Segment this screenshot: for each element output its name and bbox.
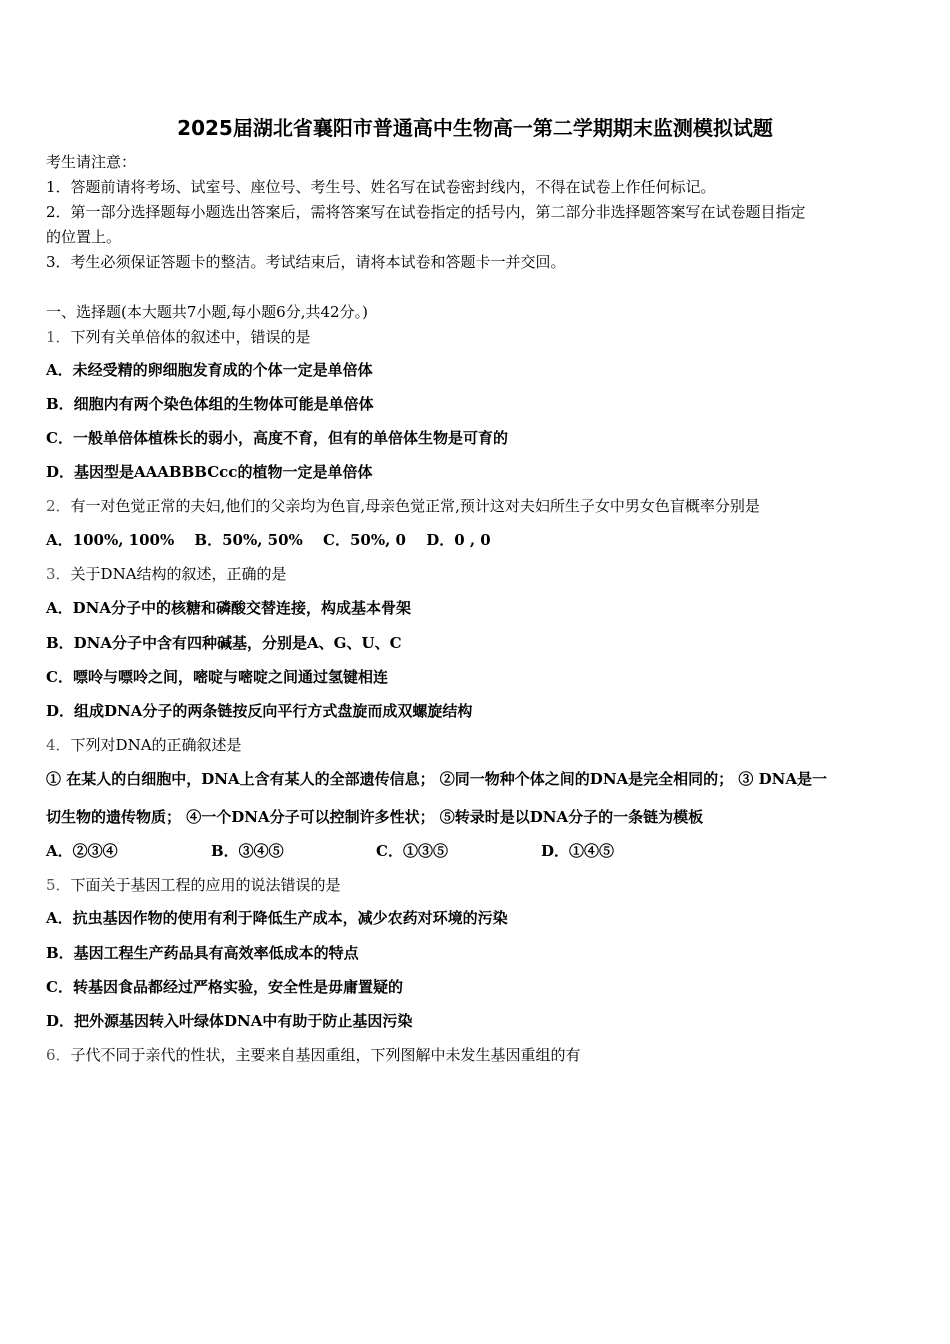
question-3 xyxy=(46,564,906,584)
question-number: 2． xyxy=(46,497,71,515)
q3-option-b: B．DNA分子中含有四种碱基，分别是A、G、U、C xyxy=(46,634,402,652)
notice-item-2-cont: 的位置上。 xyxy=(46,228,122,246)
notice-heading: 考生请注意： xyxy=(46,153,137,171)
question-number: 5． xyxy=(46,876,71,894)
page-title: 2025届湖北省襄阳市普通高中生物高一第二学期期末监测模拟试题 xyxy=(177,116,773,140)
q1-option-d: D．基因型是AAABBBCcc的植物一定是单倍体 xyxy=(46,463,373,481)
question-number: 6． xyxy=(46,1046,71,1064)
q5-option-b: B．基因工程生产药品具有高效率低成本的特点 xyxy=(46,944,359,962)
q4-options xyxy=(46,841,906,861)
notice-item-1: 1．答题前请将考场、试室号、座位号、考生号、姓名写在试卷密封线内，不得在试卷上作任何标记。 xyxy=(46,178,716,196)
q5-option-c: C．转基因食品都经过严格实验，安全性是毋庸置疑的 xyxy=(46,978,403,996)
question-stem: 有一对色觉正常的夫妇,他们的父亲均为色盲,母亲色觉正常,预计这对夫妇所生子女中男女色盲概率分别是 xyxy=(70,497,760,515)
q3-option-a: A．DNA分子中的核糖和磷酸交替连接，构成基本骨架 xyxy=(46,599,411,617)
q4-option-d: D．①④⑤ xyxy=(541,842,615,860)
question-stem: 关于DNA结构的叙述，正确的是 xyxy=(70,565,287,583)
notice-item-2: 2．第一部分选择题每小题选出答案后，需将答案写在试卷指定的括号内，第二部分非选择题答案写在试卷题目指定 xyxy=(46,203,806,221)
q1-option-a: A．未经受精的卵细胞发育成的个体一定是单倍体 xyxy=(46,361,373,379)
question-5 xyxy=(46,875,906,895)
question-stem: 子代不同于亲代的性状，主要来自基因重组，下列图解中未发生基因重组的有 xyxy=(70,1046,581,1064)
q5-option-a: A．抗虫基因作物的使用有利于降低生产成本，减少农药对环境的污染 xyxy=(46,909,508,927)
question-4 xyxy=(46,735,906,755)
q4-option-a: A．②③④ xyxy=(46,842,118,860)
question-number: 4． xyxy=(46,736,71,754)
q5-option-d: D．把外源基因转入叶绿体DNA中有助于防止基因污染 xyxy=(46,1012,413,1030)
question-6 xyxy=(46,1045,906,1065)
q3-option-d: D．组成DNA分子的两条链按反向平行方式盘旋而成双螺旋结构 xyxy=(46,702,473,720)
question-stem: 下列对DNA的正确叙述是 xyxy=(70,736,242,754)
q4-option-b: B．③④⑤ xyxy=(211,842,284,860)
q4-statements-line-1: ① 在某人的白细胞中，DNA上含有某人的全部遗传信息； ②同一物种个体之间的DNA是完全相同的； ③ DNA是一 xyxy=(46,770,827,788)
question-stem: 下面关于基因工程的应用的说法错误的是 xyxy=(70,876,341,894)
q1-option-c: C．一般单倍体植株长的弱小，高度不育，但有的单倍体生物是可育的 xyxy=(46,429,508,447)
section-heading: 一、选择题(本大题共7小题,每小题6分,共42分。) xyxy=(46,303,368,321)
q1-option-b: B．细胞内有两个染色体组的生物体可能是单倍体 xyxy=(46,395,374,413)
question-number: 1． xyxy=(46,328,71,346)
question-number: 3． xyxy=(46,565,71,583)
q4-statements-line-2: 切生物的遗传物质； ④一个DNA分子可以控制许多性状； ⑤转录时是以DNA分子的一条链为模板 xyxy=(46,808,704,826)
notice-item-3: 3．考生必须保证答题卡的整洁。考试结束后，请将本试卷和答题卡一并交回。 xyxy=(46,253,566,271)
question-2 xyxy=(46,496,906,516)
q3-option-c: C．嘌呤与嘌呤之间，嘧啶与嘧啶之间通过氢键相连 xyxy=(46,668,388,686)
question-1 xyxy=(46,327,906,347)
q2-options: A．100%, 100% B．50%, 50% C．50%, 0 D．0 , 0 xyxy=(46,531,491,549)
question-stem: 下列有关单倍体的叙述中，错误的是 xyxy=(70,328,311,346)
q4-option-c: C．①③⑤ xyxy=(376,842,448,860)
